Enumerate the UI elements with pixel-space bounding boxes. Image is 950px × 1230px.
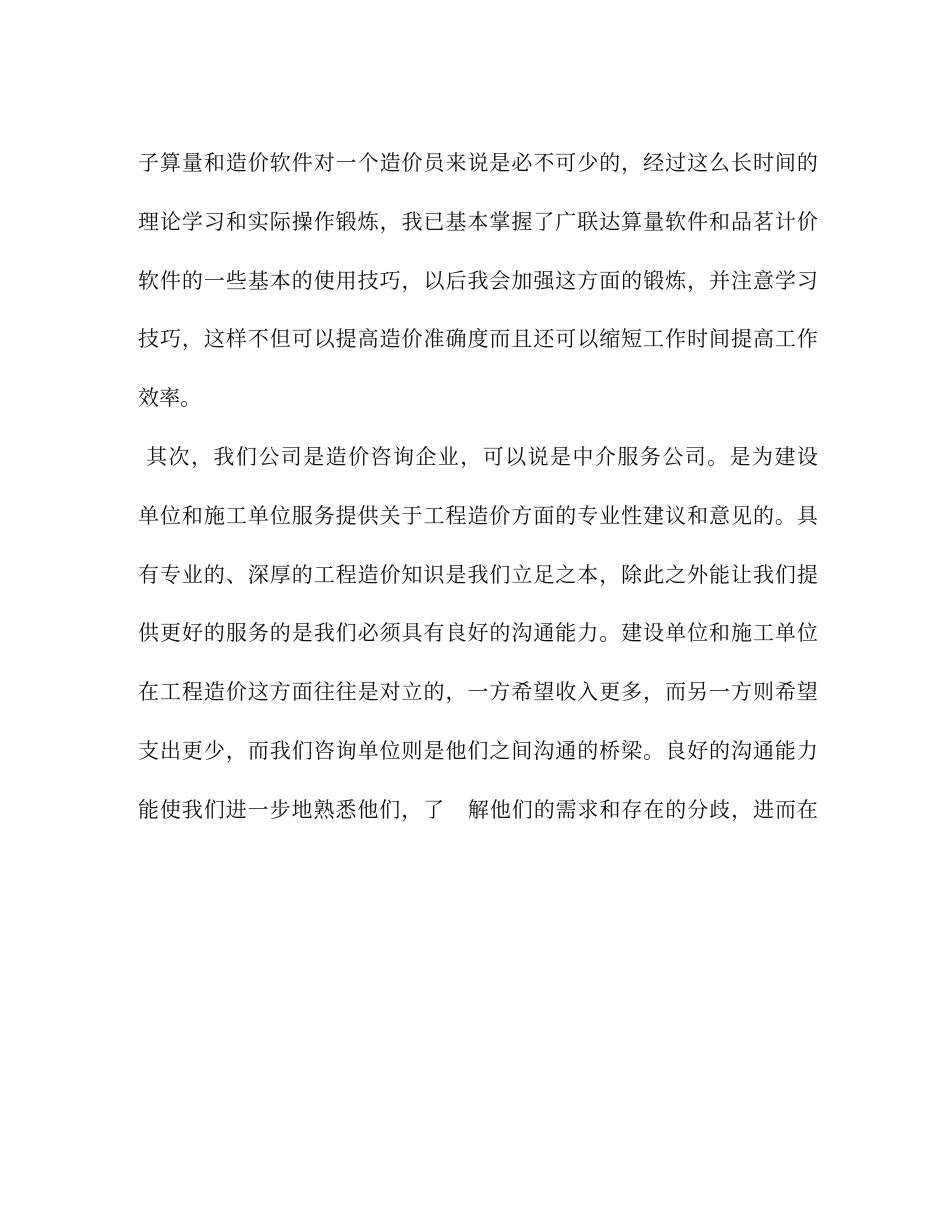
text-line: 在工程造价这方面往往是对立的，一方希望收入更多，而另一方则希望 [138,680,818,705]
text-line: 支出更少，而我们咨询单位则是他们之间沟通的桥梁。良好的沟通能力 [138,738,818,763]
text-line: 能使我们进一步地熟悉他们，了 解他们的需求和存在的分歧，进而在 [138,797,818,822]
text-line: 子算量和造价软件对一个造价员来说是必不可少的，经过这么长时间的 [138,151,818,175]
text-line: 理论学习和实际操作锻炼，我已基本掌握了广联达算量软件和品茗计价 [138,209,818,234]
body-text [138,134,818,840]
text-line: 有专业的、深厚的工程造价知识是我们立足之本，除此之外能让我们提 [138,562,818,587]
text-line: 软件的一些基本的使用技巧，以后我会加强这方面的锻炼，并注意学习 [138,268,818,293]
text-line: 供更好的服务的是我们必须具有良好的沟通能力。建设单位和施工单位 [138,621,818,646]
text-line: 单位和施工单位服务提供关于工程造价方面的专业性建议和意见的。具 [138,503,818,528]
text-line: 其次，我们公司是造价咨询企业，可以说是中介服务公司。是为建设 [138,444,818,469]
text-line: 效率。 [138,386,202,411]
text-line: 技巧，这样不但可以提高造价准确度而且还可以缩短工作时间提高工作 [138,327,818,352]
